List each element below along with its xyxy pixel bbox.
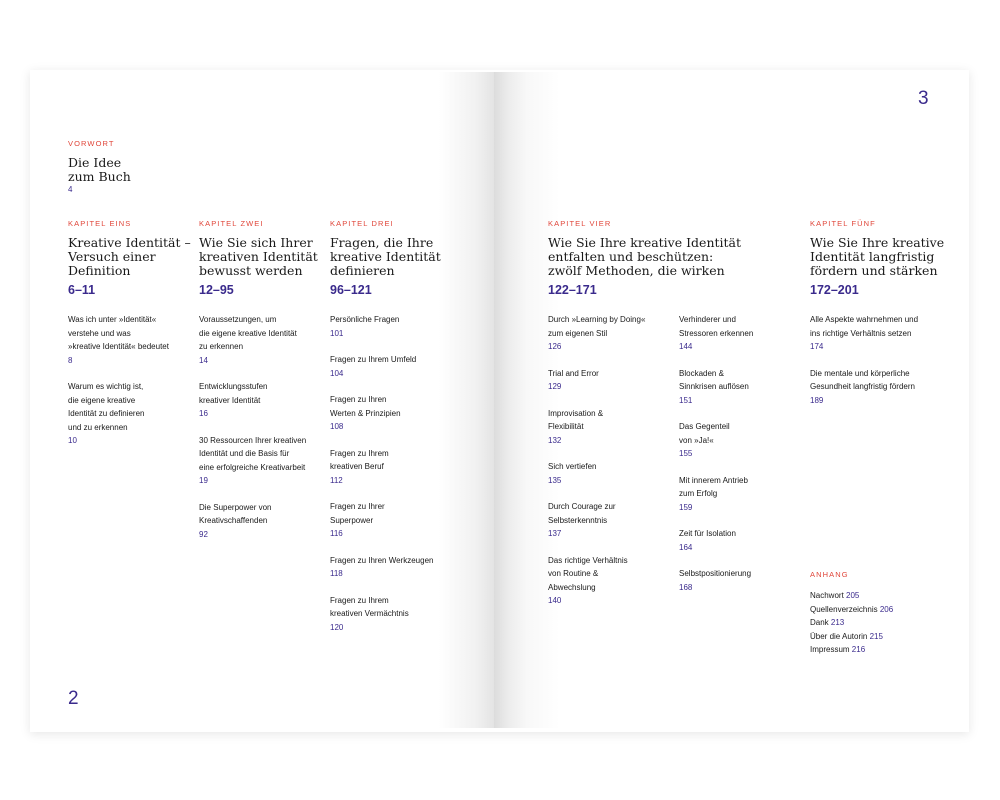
page-number: 16 [199, 409, 208, 418]
page-number: 205 [846, 591, 860, 600]
toc-entry [548, 460, 596, 487]
toc-entry [330, 594, 409, 635]
toc-entry-line: zu erkennen [199, 342, 244, 351]
toc-entry [330, 500, 385, 541]
toc-entry [68, 313, 169, 367]
toc-entry-line: Kreativschaffenden [199, 516, 268, 525]
appendix-label: Nachwort [810, 591, 847, 600]
chapter-title-line: Wie Sie sich Ihrer [199, 235, 313, 250]
toc-entry-line: von Routine & [548, 569, 599, 578]
toc-entry-line: ins richtige Verhältnis setzen [810, 328, 912, 338]
chapter-kicker: KAPITEL VIER [548, 219, 612, 228]
toc-entry-line: kreativer Identität [199, 395, 261, 405]
chapter-title-line: kreativen Identität [199, 249, 318, 264]
page-number: 155 [679, 449, 693, 458]
chapter-title [330, 236, 441, 278]
chapter-title [68, 236, 191, 278]
toc-entry [199, 380, 267, 421]
toc-entry-line: Die Superpower von [199, 502, 272, 512]
toc-entry-line: Superpower [330, 515, 374, 525]
toc-entry-line: Identität und die Basis für [199, 449, 290, 458]
chapter-page-range: 6–11 [68, 283, 96, 297]
toc-entry-line: verstehe und was [68, 328, 131, 338]
toc-entry [548, 407, 603, 448]
chapter-kicker: KAPITEL EINS [68, 219, 132, 228]
chapter-title-line: fördern und stärken [810, 263, 938, 278]
toc-entry-line: Sinnkrisen auflösen [679, 382, 749, 391]
page-number: 132 [548, 435, 562, 445]
chapter-kicker: KAPITEL ZWEI [199, 219, 264, 228]
chapter-title-line: Kreative Identität – [68, 235, 191, 250]
appendix-item [810, 630, 883, 644]
toc-entry [679, 367, 749, 408]
toc-entry [679, 474, 748, 515]
appendix-item [810, 616, 844, 630]
toc-entry-line: Was ich unter »Identität« [68, 315, 157, 324]
page-number-left: 2 [68, 688, 79, 709]
toc-entry-line: Selbstpositionierung [679, 569, 752, 578]
chapter-page-range: 122–171 [548, 283, 597, 297]
toc-entry [330, 393, 401, 434]
toc-entry-line: die eigene kreative Identität [199, 328, 297, 338]
toc-entry-line: »kreative Identität« bedeutet [68, 342, 169, 351]
page-number: 129 [548, 382, 562, 391]
toc-entry-line: Trial and Error [548, 368, 599, 378]
chapter-page-range: 172–201 [810, 283, 859, 297]
chapter-title [548, 236, 741, 278]
toc-entry-line: und zu erkennen [68, 422, 128, 432]
toc-entry-line: Alle Aspekte wahrnehmen und [810, 315, 919, 324]
vorwort-title-line: Die Idee [68, 155, 122, 170]
toc-entry [679, 420, 730, 461]
toc-entry-line: Stressoren erkennen [679, 328, 754, 338]
vorwort-kicker: VORWORT [68, 139, 115, 148]
toc-entry [810, 313, 918, 354]
chapter-title-line: Wie Sie Ihre kreative [810, 235, 945, 250]
toc-entry [199, 434, 306, 488]
toc-entry-line: zum eigenen Stil [548, 328, 608, 338]
chapter-title-line: Versuch einer [68, 249, 156, 264]
toc-entry [330, 313, 399, 340]
toc-entry-line: Durch »Learning by Doing« [548, 315, 646, 324]
toc-entry-line: kreativen Beruf [330, 462, 384, 471]
toc-entry-line: Selbsterkenntnis [548, 515, 608, 525]
page-number: 8 [68, 355, 73, 365]
page-number: 168 [679, 582, 693, 592]
toc-entry-line: kreativen Vermächtnis [330, 609, 409, 618]
chapter-title-line: Fragen, die Ihre [330, 235, 434, 250]
page-number: 144 [679, 342, 693, 351]
toc-entry-line: Fragen zu Ihren [330, 395, 387, 404]
toc-entry [68, 380, 145, 448]
toc-entry-line: Verhinderer und [679, 315, 736, 324]
vorwort-title [68, 156, 131, 184]
chapter-page-range: 96–121 [330, 283, 372, 297]
toc-entry-line: eine erfolgreiche Kreativarbeit [199, 462, 306, 472]
toc-entry [679, 567, 751, 594]
toc-entry-line: Zeit für Isolation [679, 529, 736, 538]
appendix-item [810, 589, 859, 603]
page-number: 14 [199, 355, 208, 365]
toc-entry-line: Fragen zu Ihrem [330, 595, 389, 605]
page-number: 104 [330, 368, 344, 378]
appendix-label: Impressum [810, 645, 852, 654]
appendix-item [810, 603, 893, 617]
toc-entry-line: Abwechslung [548, 582, 596, 592]
chapter-title [810, 236, 944, 278]
page-number: 189 [810, 395, 824, 405]
toc-entry-line: Durch Courage zur [548, 502, 616, 511]
toc-entry-line: Warum es wichtig ist, [68, 382, 144, 391]
toc-entry-line: Gesundheit langfristig fördern [810, 382, 915, 391]
toc-entry [548, 367, 599, 394]
chapter-title-line: definieren [330, 263, 395, 278]
chapter-kicker: KAPITEL DREI [330, 219, 394, 228]
appendix-item [810, 643, 865, 657]
page-number: 215 [869, 631, 883, 641]
toc-entry [330, 353, 416, 380]
toc-entry-line: 30 Ressourcen Ihrer kreativen [199, 435, 307, 445]
toc-entry-line: Fragen zu Ihrer [330, 502, 385, 511]
page-number: 112 [330, 475, 343, 485]
page-number: 213 [830, 618, 845, 627]
toc-entry [548, 313, 645, 354]
page-number-right: 3 [918, 88, 929, 109]
appendix-label: Über die Autorin [810, 631, 870, 641]
toc-entry-line: Das richtige Verhältnis [548, 555, 628, 565]
page-number: 116 [330, 529, 343, 538]
chapter-title-line: Definition [68, 263, 131, 278]
vorwort-page [68, 183, 72, 197]
page-number: 137 [548, 529, 562, 538]
chapter-title-line: entfalten und beschützen: [548, 249, 714, 264]
toc-entry-line: Die mentale und körperliche [810, 368, 910, 378]
toc-entry [330, 447, 389, 488]
chapter-title-line: Identität langfristig [810, 249, 935, 264]
chapter-page-range: 12–95 [199, 283, 234, 297]
chapter-title [199, 236, 318, 278]
toc-entry-line: Fragen zu Ihren Werkzeugen [330, 555, 434, 565]
appendix-label: Dank [810, 618, 831, 627]
chapter-title-line: bewusst werden [199, 263, 303, 278]
toc-entry-line: Voraussetzungen, um [199, 315, 277, 324]
toc-entry-line: Fragen zu Ihrem Umfeld [330, 355, 417, 364]
page-number: 4 [68, 185, 73, 194]
page-number: 135 [548, 475, 562, 485]
toc-entry-line: Sich vertiefen [548, 462, 597, 471]
page-number: 164 [679, 542, 693, 552]
page-number: 206 [879, 604, 894, 614]
toc-entry [548, 554, 628, 608]
page-number: 19 [199, 476, 208, 485]
toc-entry-line: Persönliche Fragen [330, 315, 400, 324]
vorwort-title-line: zum Buch [68, 169, 131, 184]
toc-entry-line: Blockaden & [679, 368, 724, 378]
toc-entry-line: Mit innerem Antrieb [679, 475, 748, 485]
toc-entry [810, 367, 915, 408]
toc-entry-line: Fragen zu Ihrem [330, 448, 389, 458]
toc-entry [548, 500, 616, 541]
page-number: 101 [330, 328, 344, 338]
toc-entry-line: zum Erfolg [679, 489, 718, 498]
page-number: 159 [679, 502, 693, 512]
page-number: 118 [330, 569, 343, 578]
toc-entry [679, 313, 753, 354]
chapter-title-line: Wie Sie Ihre kreative Identität [548, 235, 742, 250]
page-number: 151 [679, 395, 693, 405]
toc-entry [679, 527, 736, 554]
page-number: 216 [851, 645, 866, 654]
toc-entry-line: Flexibilität [548, 422, 584, 431]
page-number: 108 [330, 422, 344, 431]
toc-entry-line: Entwicklungsstufen [199, 382, 268, 391]
toc-entry-line: Improvisation & [548, 408, 604, 418]
anhang-kicker: ANHANG [810, 570, 849, 579]
page-number: 126 [548, 342, 562, 351]
chapter-title-line: zwölf Methoden, die wirken [548, 263, 725, 278]
appendix-label: Quellenverzeichnis [810, 604, 880, 614]
page-number: 120 [330, 622, 344, 632]
page-number: 92 [199, 529, 208, 539]
toc-entry-line: von »Ja!« [679, 435, 714, 445]
toc-entry-line: Das Gegenteil [679, 422, 730, 431]
page-number: 10 [68, 436, 77, 445]
toc-entry [199, 501, 271, 542]
page-number: 140 [548, 596, 562, 605]
toc-entry-line: Werten & Prinzipien [330, 408, 401, 418]
toc-entry-line: die eigene kreative [68, 395, 136, 405]
toc-entry [330, 554, 433, 581]
page-number: 174 [810, 342, 824, 351]
toc-entry [199, 313, 297, 367]
toc-entry-line: Identität zu definieren [68, 409, 145, 418]
chapter-kicker: KAPITEL FÜNF [810, 219, 876, 228]
chapter-title-line: kreative Identität [330, 249, 441, 264]
